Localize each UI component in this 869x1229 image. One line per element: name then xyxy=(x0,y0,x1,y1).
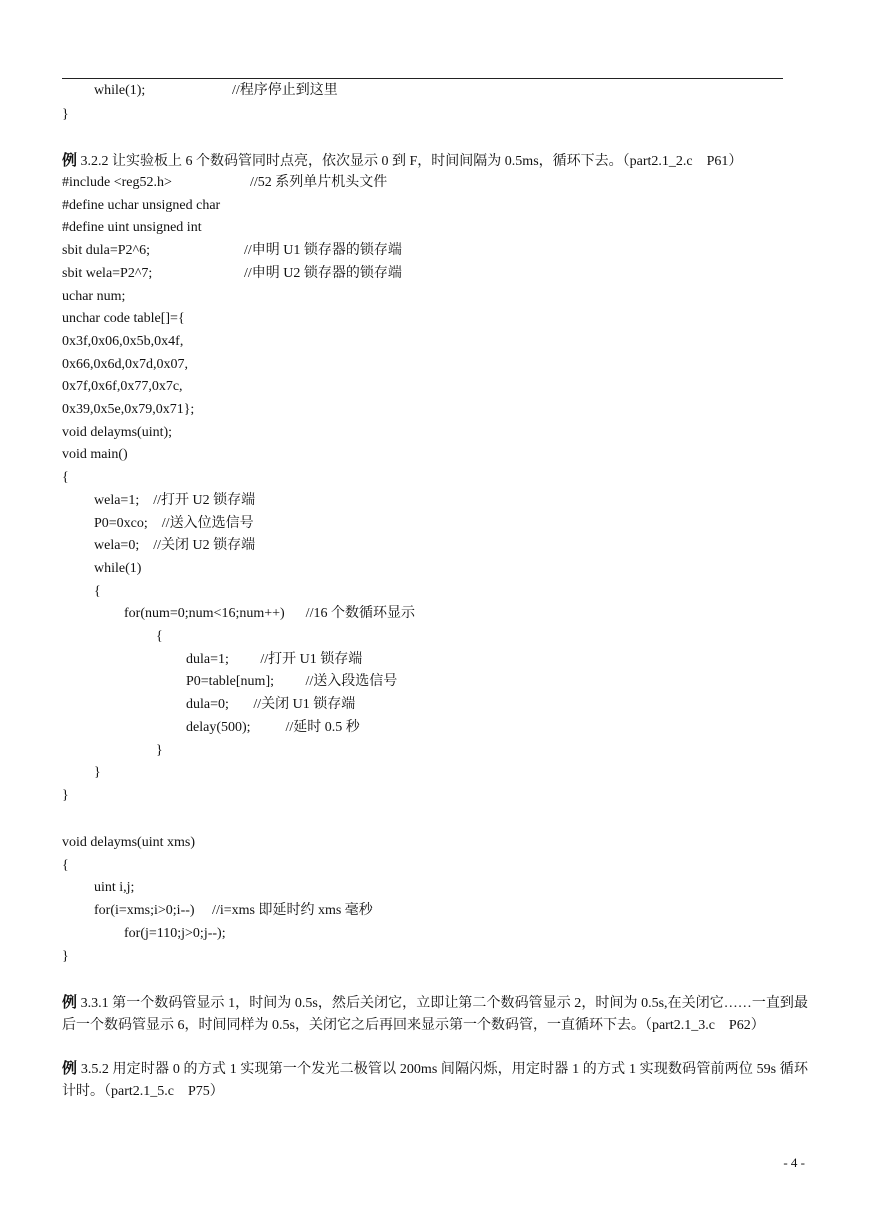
code-text: #include <reg52.h> xyxy=(62,175,172,190)
code-line xyxy=(124,605,415,623)
code-text: } xyxy=(62,107,69,122)
code-line xyxy=(94,492,255,510)
code-line xyxy=(124,925,226,943)
example-3-3-1 xyxy=(62,992,808,1037)
code-comment: //程序停止到这里 xyxy=(232,83,338,98)
code-line xyxy=(62,446,128,464)
code-text: } xyxy=(94,765,101,781)
code-text: 0x66,0x6d,0x7d,0x07, xyxy=(62,356,188,372)
code-text: } xyxy=(62,787,69,803)
code-line xyxy=(62,356,188,374)
example-3-5-2 xyxy=(62,1058,808,1103)
code-line xyxy=(94,560,141,578)
example-text: 3.5.2 用定时器 0 的方式 1 实现第一个发光二极管以 200ms 间隔闪烁，用定时器 1 的方式 1 实现数码管前两位 59s 循环计时。（part2.1_5.c P75） xyxy=(62,1062,808,1099)
code-text: uchar num; xyxy=(62,288,126,304)
code-comment: //申明 U1 锁存器的锁存端 xyxy=(244,243,402,259)
code-text: unchar code table[]={ xyxy=(62,311,185,327)
code-line xyxy=(62,219,202,237)
code-line xyxy=(156,628,163,646)
page-number: - 4 - xyxy=(783,1155,805,1170)
code-text: while(1); xyxy=(94,83,146,98)
code-line xyxy=(62,310,185,328)
code-text: dula=0; //关闭 U1 锁存端 xyxy=(186,697,356,713)
code-text: #define uint unsigned int xyxy=(62,220,202,236)
code-line xyxy=(94,879,134,897)
code-text: sbit wela=P2^7; xyxy=(62,265,153,281)
code-text: dula=1; //打开 U1 锁存端 xyxy=(186,651,363,667)
code-text: for(num=0;num<16;num++) //16 个数循环显示 xyxy=(124,606,415,622)
code-line xyxy=(94,764,101,782)
code-line xyxy=(62,378,183,396)
code-text: 0x39,0x5e,0x79,0x71}; xyxy=(62,402,195,417)
code-text: for(j=110;j>0;j--); xyxy=(124,925,226,941)
code-line xyxy=(62,106,69,124)
code-line xyxy=(62,948,69,966)
code-text: void delayms(uint); xyxy=(62,424,173,440)
code-comment: //52 系列单片机头文件 xyxy=(250,175,388,190)
code-line xyxy=(94,902,373,920)
code-line xyxy=(62,857,69,875)
code-line xyxy=(62,242,150,260)
code-line xyxy=(94,515,254,533)
code-text: { xyxy=(156,629,163,644)
code-line xyxy=(94,583,101,601)
code-text: { xyxy=(62,470,69,486)
code-text: wela=0; //关闭 U2 锁存端 xyxy=(94,538,256,554)
code-text: void delayms(uint xms) xyxy=(62,835,195,850)
code-text: #define uchar unsigned char xyxy=(62,197,221,213)
code-line xyxy=(94,537,255,555)
code-line xyxy=(186,696,355,714)
code-line xyxy=(62,834,195,852)
example-label: 例 xyxy=(62,1061,78,1077)
code-text: { xyxy=(94,583,101,599)
code-line xyxy=(62,265,152,283)
code-text: { xyxy=(62,857,69,873)
example-text: 3.2.2 让实验板上 6 个数码管同时点亮，依次显示 0 到 F，时间间隔为 0.5ms，循环下去。（part2.1_2.c P61） xyxy=(77,154,743,169)
code-line xyxy=(62,787,69,805)
code-line xyxy=(186,651,362,669)
code-line xyxy=(62,469,69,487)
code-line xyxy=(94,82,145,100)
code-text: void main() xyxy=(62,447,128,463)
example-label: 例 xyxy=(62,995,78,1011)
code-line xyxy=(186,719,360,737)
code-text: uint i,j; xyxy=(94,880,135,896)
code-text: 0x3f,0x06,0x5b,0x4f, xyxy=(62,333,184,349)
code-text: for(i=xms;i>0;i--) //i=xms 即延时约 xms 毫秒 xyxy=(94,903,373,919)
header-rule xyxy=(62,78,783,79)
code-line xyxy=(62,401,194,419)
code-line xyxy=(186,673,397,691)
code-text: P0=0xco; //送入位选信号 xyxy=(94,515,254,531)
code-line xyxy=(62,424,172,442)
code-text: } xyxy=(62,948,69,964)
example-3-2-2 xyxy=(62,150,808,173)
code-line xyxy=(62,333,183,351)
example-label: 例 xyxy=(62,153,78,169)
code-line xyxy=(62,174,172,192)
code-line xyxy=(156,742,163,760)
code-text: wela=1; //打开 U2 锁存端 xyxy=(94,492,256,508)
code-text: 0x7f,0x6f,0x77,0x7c, xyxy=(62,379,183,395)
code-line xyxy=(62,197,220,215)
code-text: P0=table[num]; //送入段选信号 xyxy=(186,674,398,690)
code-text: } xyxy=(156,742,163,758)
code-text: delay(500); //延时 0.5 秒 xyxy=(186,719,360,735)
example-text: 3.3.1 第一个数码管显示 1，时间为 0.5s，然后关闭它，立即让第二个数码管显示 2，时间为 0.5s,在关闭它……一直到最后一个数码管显示 6，时间同样为 0.5s，关闭它之后再回来显示第一个数码管，一直循环下去。（part2.1_3.c P62） xyxy=(62,996,808,1033)
code-comment: //申明 U2 锁存器的锁存端 xyxy=(244,265,402,281)
code-text: while(1) xyxy=(94,560,142,576)
code-text: sbit dula=P2^6; xyxy=(62,243,150,259)
code-line xyxy=(62,288,125,306)
